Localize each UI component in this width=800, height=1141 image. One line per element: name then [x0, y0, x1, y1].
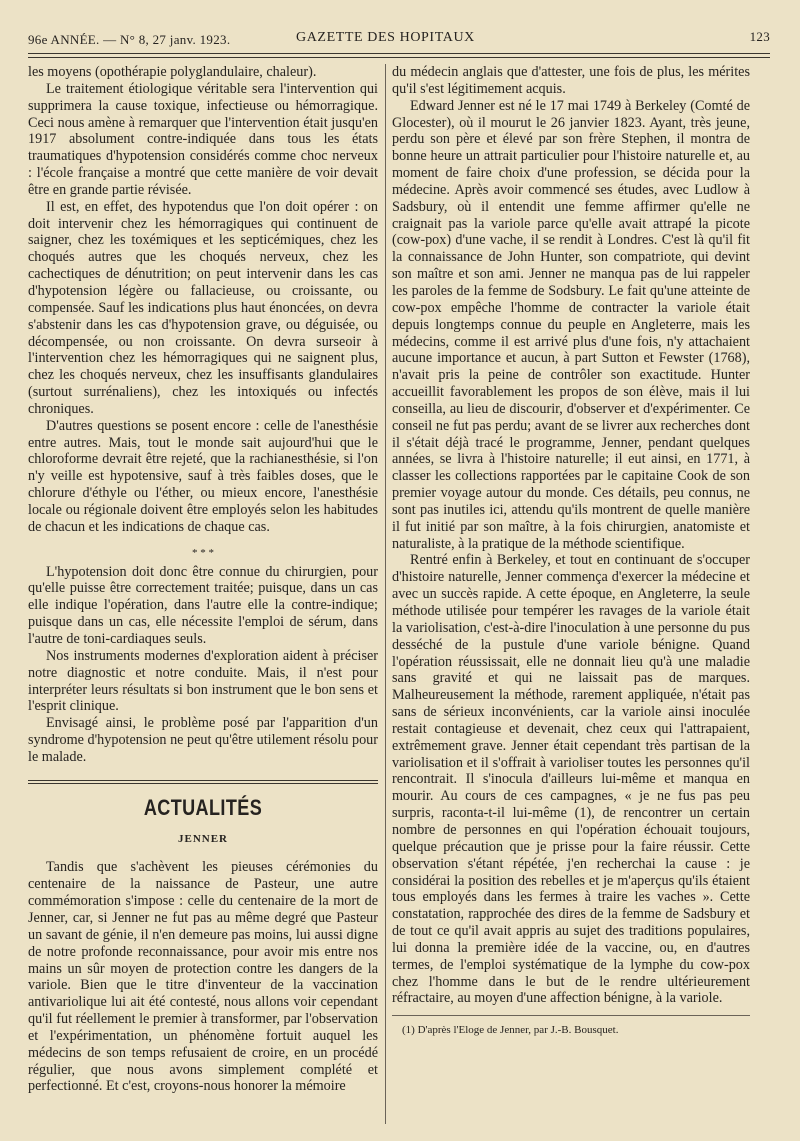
- footnote: (1) D'après l'Eloge de Jenner, par J.-B. Bousquet.: [392, 1015, 750, 1039]
- paragraph: Envisagé ainsi, le problème posé par l'apparition d'un syndrome d'hypotension ne peut qu'être utilement résolu pour le malade.: [28, 715, 378, 765]
- paragraph: Rentré enfin à Berkeley, et tout en continuant de s'occuper d'histoire naturelle, Jenner commença d'exercer la médecine et avec un succès rapide. A cette époque, en Angleterre, la seule méthode utilisée pour tempérer les ravages de la variole était la variolisation, c'est-à-dire l'inoculation à une personne du pus desséché de la pustule d'une variole bénigne. Quand l'opération réussissait, elle ne donnait lieu qu'à une maladie sans gravité et qui ne laissait pas de marques. Malheureusement la méthode, rarement appliquée, n'était pas sans de sérieux inconvénients, car la variole ainsi inoculée restait contagieuse et devenait, chez ceux qui l'attrapaient, extrêmement grave. Jenner était cependant très partisan de la variolisation et il s'offrait à varioliser toutes les personnes qu'il rencontrait. Il s'inocula d'ailleurs lui-même et manqua en mourir. Au cours de ces campagnes, « je ne fus pas peu surpris, raconta-t-il lui-même (1), de rencontrer un certain nombre de personnes en qui l'opération échouait toujours, quelque précaution que je prisse pour la faire réussir. Cette observation s'étant répétée, j'en recherchai la cause : je considérai la position des rebelles et je m'aperçus qu'ils étaient tous employés dans les fermes à traire les vaches ». Cette constatation, rapprochée des dires de la femme de Sadsbury et de tout ce qu'il avait appris au sujet des traditions populaires, lui donna la première idée de la vaccine, ou, en d'autres termes, de l'emploi systématique de la lymphe du cow-pox chez l'homme dans le but de le rendre ultérieurement réfractaire, au moyen d'une affection bénigne, à la variole.: [392, 552, 750, 1007]
- right-column: [392, 64, 750, 1039]
- journal-title: GAZETTE DES HOPITAUX: [296, 30, 475, 45]
- paragraph: D'autres questions se posent encore : celle de l'anesthésie entre autres. Mais, tout le monde sait aujourd'hui que le chloroforme devrait être rejeté, que la rachianesthésie, si l'on n'y veille est hypotensive, sauf à très faibles doses, que le chlorure d'éthyle ou l'éther, ou mieux encore, l'anesthésie locale ou régionale doivent être employés selon les habitudes de chacun et les indications de chaque cas.: [28, 417, 378, 535]
- page-number: 123: [749, 29, 770, 44]
- paragraph: L'hypotension doit donc être connue du chirurgien, pour qu'elle puisse être correctement traitée; puisque, dans un cas elle indique l'opération, dans l'autre elle la contre-indique; puisque dans un cas, elle nécessite l'emploi de sérum, dans l'autre de toni-cardiaques seuls.: [28, 563, 378, 647]
- paragraph: Nos instruments modernes d'exploration aident à préciser notre diagnostic et notre conduite. Mais, il n'est pour interpréter leurs résultats si bon instrument que le bon sens et l'esprit clinique.: [28, 647, 378, 715]
- section-separator-stars: * * *: [192, 546, 214, 559]
- section-rule: [28, 780, 378, 781]
- header-rule-thin: [28, 57, 770, 58]
- issue-line: 96e ANNÉE. — N° 8, 27 janv. 1923.: [28, 32, 231, 47]
- article-title: JENNER: [177, 832, 228, 845]
- running-header: [28, 28, 770, 50]
- paragraph: Edward Jenner est né le 17 mai 1749 à Berkeley (Comté de Glocester), où il mourut le 26 janvier 1823. Ayant, très jeune, perdu son père et élevé par son frère Stephen, il montra de bonne heure un attrait particulier pour l'histoire naturelle et, au moment de faire choix d'une profession, se décida pour la médecine. Après avoir commencé ses études, avec Ludlow à Sadsbury, où il entendit une femme affirmer qu'elle ne craignait pas la variole parce qu'elle avait attrapé la picote (cow-pox) d'une vache, il se rendit à Londres. C'est là qu'il fit la connaissance de John Hunter, son compatriote, qui devint son maître et son ami. Jenner ne manqua pas de lui rappeler les paroles de la femme de Sodsbury. Le fait qu'une atteinte de cow-pox empêche l'homme de contracter la variole était depuis longtemps connue du peuple en Angleterre, mais les médecins, comme il est arrivé plus d'une fois, n'y attachaient aucune importance et aucun, à part Sutton et Fewster (1768), n'avait pris la peine de contrôler son exactitude. Hunter accueillit favorablement les propos de son élève, mais il lui conseilla, au lieu de discourir, d'observer et d'expérimenter. Ce conseil ne fut pas perdu; avant de se livrer aux recherches dont il s'était déjà tracé le programme, Jenner, pendant quelques années, se livra à l'histoire naturelle; il eut ainsi, en 1771, à classer les collections rapportées par le capitaine Cook de son premier voyage autour du monde. Ces détails, peu connus, ne sont pas inutiles ici, attendu qu'ils montrent de quelle manière il fut initié par son maître, à la fois chirurgien, anatomiste et naturaliste, à la pratique de la méthode scientifique.: [392, 97, 750, 552]
- section-rule-thin: [28, 783, 378, 784]
- paragraph: Il est, en effet, des hypotendus que l'on doit opérer : on doit intervenir chez les hémorragiques qui continuent de saigner, chez les toxémiques et les septicémiques, chez les choqués autres que les choqués nerveux, chez les cachectiques de dénutrition; on peut intervenir dans les cas d'hypotension légère ou fallacieuse, ou croissante, ou compensée. Sauf les indications plus haut énoncées, on devra s'abstenir dans les cas d'hypotension grave, ou déguisée, ou décompensée, ou non croissante. On devra surseoir à l'intervention chez les hémorragiques qui ne saignent plus, chez les choqués nerveux, chez les insuffisants glandulaires (surtout surrénaliens), chez les intoxiqués ou infectés chroniques.: [28, 198, 378, 417]
- left-column: [28, 64, 378, 1095]
- paragraph: Tandis que s'achèvent les pieuses cérémonies du centenaire de la naissance de Pasteur, une autre commémoration s'impose : celle du centenaire de la mort de Jenner, car, si Jenner ne fut pas au même degré que Pasteur un savant de génie, il n'en demeure pas moins, lui aussi digne de notre profonde reconnaissance, pour avoir mis entre nos mains un sûr moyen de protection contre les dangers de la variole. Bien que le titre d'inventeur de la vaccination antivariolique lui ait été contesté, nous allons voir cependant qu'il fut réellement le premier à transformer, par l'observation et l'expérimentation, un phénomène fortuit auquel les médecins de son temps refusaient de croire, en un procédé régulier, que nous avons simplement complété et perfectionné. Et c'est, croyons-nous honorer la mémoire: [28, 859, 378, 1095]
- paragraph: Le traitement étiologique véritable sera l'intervention qui supprimera la cause toxique, infectieuse ou hémorragique. Ceci nous amène à remarquer que l'intervention était jusqu'en 1917 absolument contre-indiquée dans tous les états traumatiques d'hypotension considérés comme choc nerveux : l'école française a montré que cette manière de voir devait être en grande partie révisée.: [28, 80, 378, 198]
- header-rule: [28, 53, 770, 54]
- column-divider: [385, 64, 386, 1124]
- paragraph: les moyens (opothérapie polyglandulaire, chaleur).: [28, 64, 317, 80]
- paragraph: du médecin anglais que d'attester, une fois de plus, les mérites qu'il s'est légitimement acquis.: [392, 64, 750, 97]
- section-title: ACTUALITÉS: [143, 794, 263, 820]
